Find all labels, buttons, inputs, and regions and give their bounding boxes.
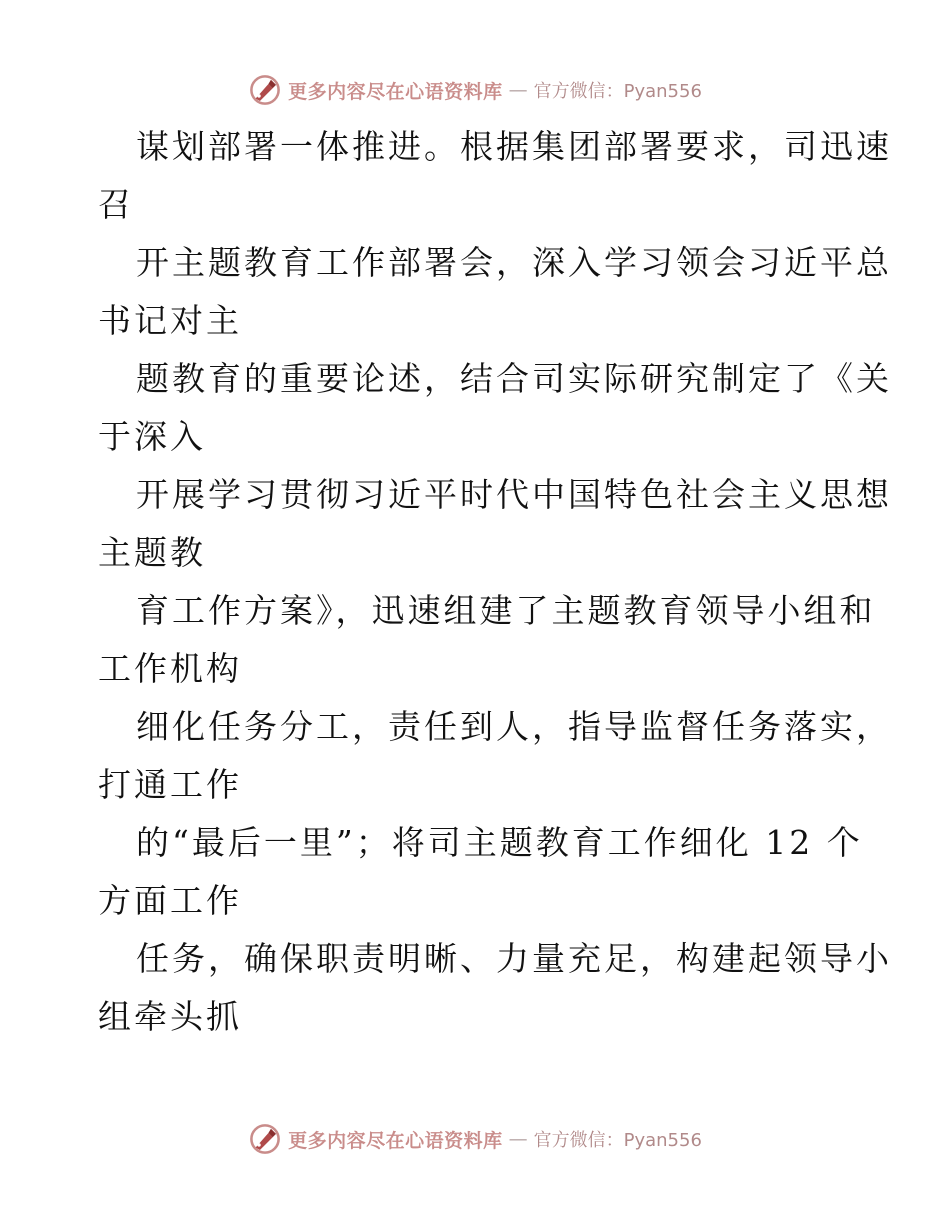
text-line: 题教育的重要论述，结合司实际研究制定了《关 [136, 359, 892, 398]
header-banner [0, 70, 950, 110]
text-line: 方面工作 [98, 881, 242, 920]
banner-wechat: 官方微信：Pyan556 [533, 1130, 702, 1151]
banner-wechat: 官方微信：Pyan556 [533, 81, 702, 102]
footer-banner [0, 1119, 950, 1159]
text-line: 工作机构 [98, 649, 242, 688]
text-line: 育工作方案》，迅速组建了主题教育领导小组和 [136, 591, 876, 630]
text-line: 细化任务分工，责任到人，指导监督任务落实， [136, 707, 892, 746]
banner-separator: — [508, 79, 528, 101]
banner-title: 更多内容尽在心语资料库 [288, 1129, 503, 1152]
text-line: 于深入 [98, 417, 206, 456]
text-line: 的“最后一里”；将司主题教育工作细化 12 个 [136, 823, 863, 862]
text-line: 任务，确保职责明晰、力量充足，构建起领导小 [136, 939, 892, 978]
text-line: 开主题教育工作部署会，深入学习领会习近平总 [136, 243, 892, 282]
text-line: 组牵头抓 [98, 997, 242, 1036]
banner-separator: — [508, 1128, 528, 1150]
document-body [98, 118, 892, 1046]
text-line: 开展学习贯彻习近平时代中国特色社会主义思想 [136, 475, 892, 514]
text-line: 书记对主 [98, 301, 242, 340]
pen-circle-logo-icon [248, 73, 282, 107]
text-line: 主题教 [98, 533, 206, 572]
text-line: 谋划部署一体推进。根据集团部署要求，司迅速 [136, 127, 892, 166]
pen-circle-logo-icon [248, 1122, 282, 1156]
text-line: 召 [98, 185, 134, 224]
text-line: 打通工作 [98, 765, 242, 804]
banner-title: 更多内容尽在心语资料库 [288, 80, 503, 103]
